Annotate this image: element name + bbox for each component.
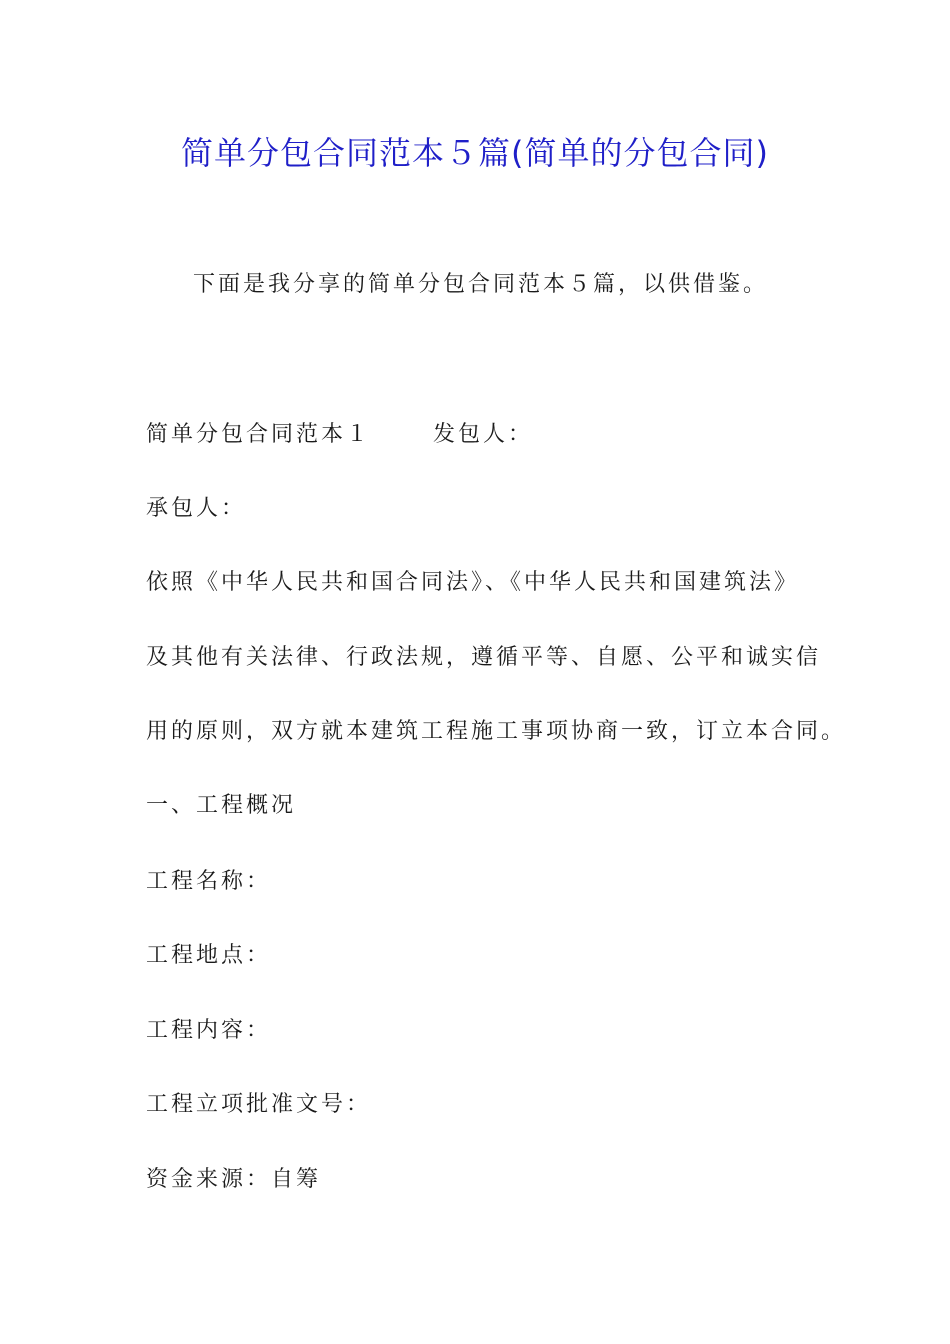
project-location-label: 工程地点： [146,943,272,968]
contractor-label: 承包人： [146,496,247,521]
project-name-label: 工程名称： [146,869,272,894]
contract-heading-line [146,420,533,450]
preamble-line-1: 依照《中华人民共和国合同法》、《中华人民共和国建筑法》 [146,570,800,595]
project-content-label: 工程内容： [146,1018,272,1043]
contract-heading: 简单分包合同范本１ [146,422,372,447]
employer-label: 发包人： [433,422,534,447]
funding-source-line: 资金来源：自筹 [146,1167,322,1192]
preamble-line-2: 及其他有关法律、行政法规，遵循平等、自愿、公平和诚实信 [146,645,822,670]
document-title: 简单分包合同范本５篇(简单的分包合同) [181,134,769,172]
intro-paragraph: 下面是我分享的简单分包合同范本５篇，以供借鉴。 [193,272,769,297]
project-approval-label: 工程立项批准文号： [146,1092,372,1117]
preamble-line-3: 用的原则，双方就本建筑工程施工事项协商一致，订立本合同。 [146,719,847,744]
section-heading: 一、工程概况 [146,793,297,818]
